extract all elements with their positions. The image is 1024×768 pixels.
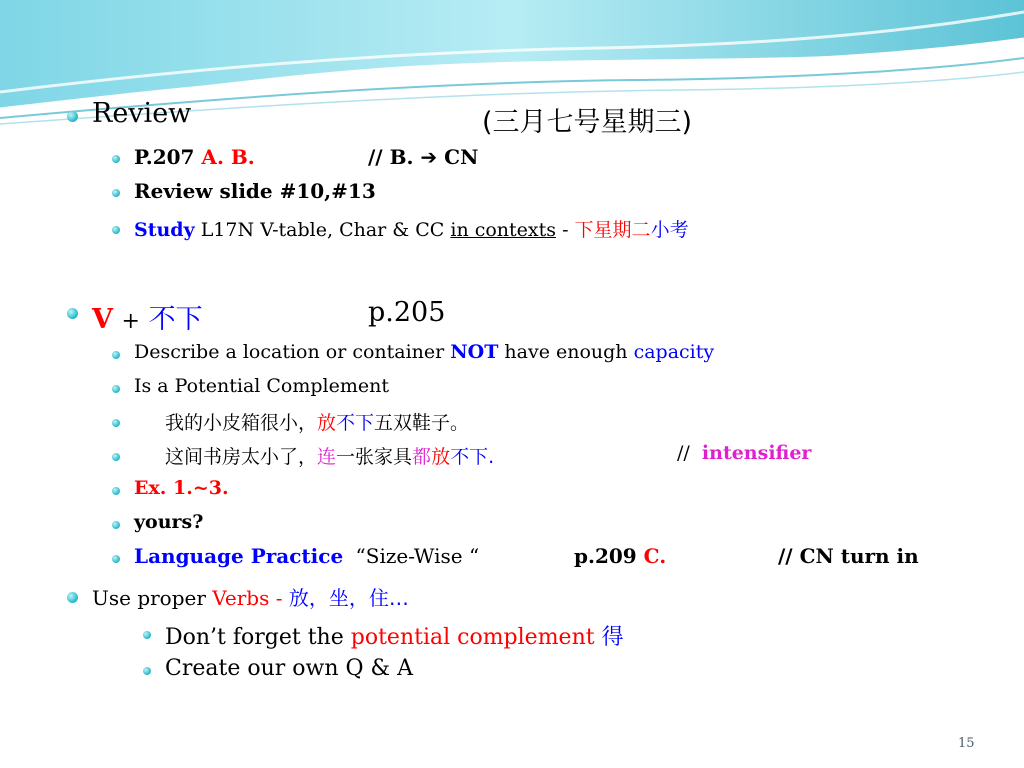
example-2-line: 这间书房太小了，连一张家具都放不下. // intensifier xyxy=(165,442,812,468)
intensifier-note: // intensifier xyxy=(677,442,812,464)
example-1-line: 我的小皮箱很小，放不下五双鞋子。 xyxy=(165,412,470,434)
study-line: Study L17N V-table, Char & CC in contexts - 下星期二小考 xyxy=(134,219,689,241)
bullet-icon xyxy=(143,667,151,675)
qa-line: Create our own Q & A xyxy=(165,656,413,681)
bullet-icon xyxy=(112,487,120,495)
p207-ab: A. B. xyxy=(201,145,255,169)
forget-line: Don’t forget the potential complement 得 xyxy=(165,625,624,650)
p207-line xyxy=(134,145,479,169)
p207-page: P.207 xyxy=(134,145,195,169)
bullet-icon xyxy=(112,385,120,393)
slide-number: 15 xyxy=(958,736,975,751)
review-label: Review xyxy=(92,98,192,129)
bullet-icon xyxy=(112,453,120,461)
potential-line: Is a Potential Complement xyxy=(134,375,389,397)
bullet-icon xyxy=(112,555,120,563)
bullet-icon xyxy=(143,631,151,639)
review-slide-line: Review slide #10,#13 xyxy=(134,179,376,203)
review-line xyxy=(92,98,693,138)
bullet-icon xyxy=(112,226,120,234)
language-practice-line: Language Practice “Size-Wise “ p.209 C. // CN turn in xyxy=(134,544,919,568)
bullet-icon xyxy=(67,308,78,319)
bullet-icon xyxy=(112,419,120,427)
bullet-icon xyxy=(112,189,120,197)
in-contexts-link: in contexts xyxy=(450,219,557,241)
bullet-icon xyxy=(112,521,120,529)
bullet-icon xyxy=(67,592,78,603)
bullet-icon xyxy=(67,111,78,122)
review-date: (三月七号星期三) xyxy=(482,107,693,138)
bullet-icon xyxy=(112,155,120,163)
exercise-line: Ex. 1.~3. xyxy=(134,477,229,499)
describe-line: Describe a location or container NOT have enough capacity xyxy=(134,341,715,363)
yours-line: yours? xyxy=(134,511,204,533)
v-buxia-line: V + 不下 p.205 xyxy=(92,297,446,335)
verbs-line: Use proper Verbs - 放，坐，住… xyxy=(92,586,409,610)
bullet-icon xyxy=(112,351,120,359)
p207-tail: // B. ➔ CN xyxy=(368,145,479,169)
arrow-right-icon: ➔ xyxy=(420,145,438,169)
